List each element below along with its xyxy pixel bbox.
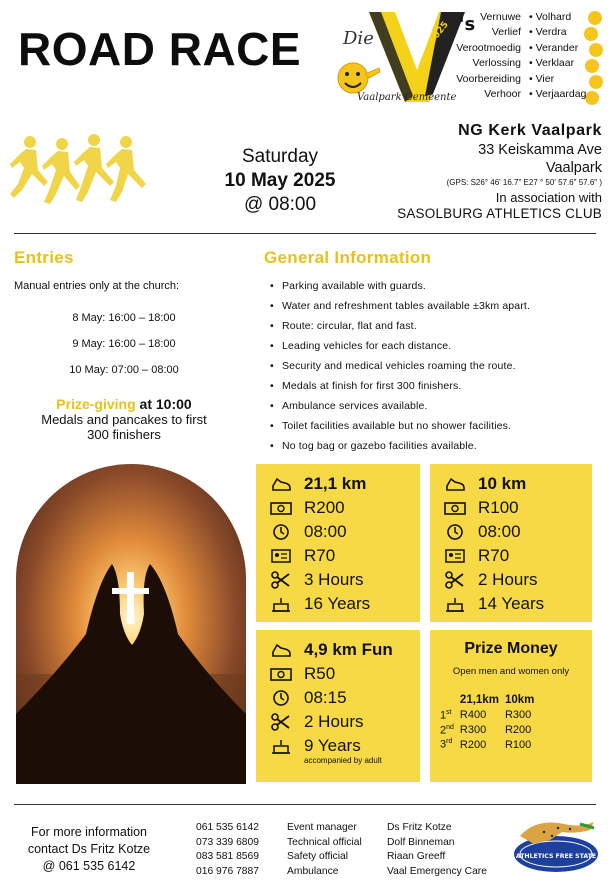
prize-money-card	[430, 630, 592, 782]
role: Safety official	[287, 851, 349, 863]
venue-block	[397, 122, 602, 221]
logo-apostrophe-s: 's	[459, 14, 476, 35]
runners-icon	[8, 128, 150, 218]
logo-word: Verlief	[491, 26, 521, 39]
list-item: • No tog bag or gazebo facilities available.	[264, 436, 604, 456]
list-item: • Parking available with guards.	[264, 276, 604, 296]
logo-word: Voorbereiding	[456, 72, 521, 85]
race-min-age: 9 Years	[304, 736, 361, 755]
venue-name: NG Kerk Vaalpark	[458, 122, 602, 139]
scissors-icon	[270, 570, 292, 590]
entry-time: 10 May: 07:00 – 08:00	[69, 364, 179, 376]
race-note: accompanied by adult	[304, 756, 382, 765]
event-day: Saturday	[241, 146, 319, 167]
race-min-age: 14 Years	[478, 594, 545, 613]
clock-icon	[444, 522, 466, 542]
church-logo	[333, 4, 603, 114]
prize-amount: R200	[504, 723, 532, 736]
clock-icon	[270, 688, 292, 708]
clock-icon	[270, 522, 292, 542]
race-min-age: 16 Years	[304, 594, 371, 613]
name-list	[387, 821, 487, 879]
prize-table	[440, 694, 540, 752]
logo-year: 2025	[427, 19, 451, 46]
divider	[14, 233, 596, 234]
logo-word: • Verklaar	[529, 56, 586, 71]
event-date	[200, 146, 360, 216]
association-text: In association with	[495, 190, 602, 205]
money-icon	[444, 498, 466, 518]
contact-name: Vaal Emergency Care	[387, 865, 487, 877]
race-distance: 4,9 km Fun	[304, 640, 393, 659]
entry-time: 8 May: 16:00 – 18:00	[72, 312, 176, 324]
race-start: 08:00	[478, 522, 521, 541]
venue-street: 33 Keiskamma Ave	[478, 142, 602, 158]
logo-right-words	[529, 10, 586, 102]
emoji-column	[584, 11, 603, 105]
list-item: • Medals at finish for first 300 finishers.	[264, 376, 604, 396]
entry-time: 9 May: 16:00 – 18:00	[72, 338, 176, 350]
race-start: 08:00	[304, 522, 347, 541]
logo-word: • Vier	[529, 72, 586, 87]
race-card-21km	[256, 464, 420, 622]
race-distance: 10 km	[478, 474, 527, 493]
entries-intro: Manual entries only at the church:	[14, 280, 180, 292]
prize-col-header: 21,1km	[459, 694, 499, 706]
contact-name: Ds Fritz Kotze	[387, 822, 452, 833]
hands-cross-photo	[16, 464, 246, 784]
contact-line: For more information	[30, 825, 147, 839]
event-time: @ 08:00	[243, 194, 317, 215]
money-icon	[270, 664, 292, 684]
cake-icon	[444, 594, 466, 614]
logo-word: Vernuwe	[480, 11, 521, 23]
prize-col-place	[440, 694, 460, 708]
phone-number: 061 535 6142	[196, 822, 259, 833]
entries-section	[14, 248, 234, 376]
table-row: 2nd R300 R200	[440, 723, 540, 738]
list-item: • Water and refreshment tables available ±3km apart.	[264, 296, 604, 316]
license-icon	[444, 546, 466, 566]
event-date-text: 10 May 2025	[224, 170, 336, 191]
shoe-icon	[270, 640, 292, 660]
logo-die: Die	[343, 28, 374, 49]
phone-list	[196, 821, 259, 879]
scissors-icon	[444, 570, 466, 590]
race-fee: R200	[304, 498, 345, 517]
cross-icon	[127, 572, 134, 624]
logo-caption: Vaalpark Gemeente	[357, 92, 457, 103]
race-cutoff: 2 Hours	[478, 570, 538, 589]
role: Technical official	[287, 836, 362, 848]
table-row: 3rd R200 R100	[440, 737, 540, 752]
logo-word: • Verjaardag	[529, 87, 586, 102]
license-icon	[270, 546, 292, 566]
logo-left-words	[429, 10, 521, 102]
phone-number: 016 976 7887	[196, 865, 259, 877]
smiley-pointing-icon	[338, 63, 368, 93]
list-item: • Leading vehicles for each distance.	[264, 336, 604, 356]
race-fee: R100	[478, 498, 519, 517]
prize-col-header: 10km	[504, 694, 535, 706]
prize-giving	[14, 396, 234, 442]
venue-suburb: Vaalpark	[545, 160, 602, 176]
prize-giving-line2: Medals and pancakes to first	[41, 412, 207, 427]
shoe-icon	[270, 474, 292, 494]
prize-money-subtitle: Open men and women only	[452, 666, 570, 677]
prize-amount: R300	[504, 709, 532, 722]
scissors-icon	[270, 712, 292, 732]
general-heading: General Information	[264, 248, 432, 267]
shoe-icon	[444, 474, 466, 494]
list-item: • Security and medical vehicles roaming the route.	[264, 356, 604, 376]
prize-amount: R200	[459, 738, 487, 751]
contact-name: Riaan Greeff	[387, 851, 446, 863]
prize-amount: R100	[504, 738, 532, 751]
logo-word: • Volhard	[529, 10, 586, 25]
race-start: 08:15	[304, 688, 347, 707]
race-cutoff: 3 Hours	[304, 570, 364, 589]
role-list	[287, 821, 362, 879]
role: Event manager	[287, 822, 357, 833]
contact-line: @ 061 535 6142	[42, 859, 136, 873]
race-card-fun-run	[256, 630, 420, 782]
prize-amount: R400	[459, 709, 487, 722]
contact-name: Dolf Binneman	[387, 836, 455, 848]
logo-word: • Verdra	[529, 25, 586, 40]
prize-giving-line3: 300 finishers	[87, 427, 161, 442]
race-fee: R50	[304, 664, 336, 683]
athletics-free-state-logo	[510, 814, 602, 876]
role: Ambulance	[287, 865, 339, 877]
phone-number: 073 339 6809	[196, 836, 259, 848]
entries-heading: Entries	[14, 248, 74, 267]
phone-number: 083 581 8569	[196, 851, 259, 863]
contact-info	[14, 824, 164, 875]
cake-icon	[270, 594, 292, 614]
prize-giving-label: Prize-giving	[56, 396, 136, 412]
photo-graphic	[16, 464, 246, 784]
divider	[14, 804, 596, 805]
table-row: 1st R400 R300	[440, 708, 540, 723]
race-distance: 21,1 km	[304, 474, 367, 493]
prize-giving-time: at 10:00	[135, 396, 192, 412]
club-name: SASOLBURG ATHLETICS CLUB	[397, 206, 602, 221]
race-temp-license: R70	[304, 546, 336, 565]
logo-word: • Verander	[529, 41, 586, 56]
general-list	[264, 276, 604, 456]
race-cutoff: 2 Hours	[304, 712, 364, 731]
logo-word: Verootmoedig	[456, 41, 521, 54]
race-temp-license: R70	[478, 546, 510, 565]
afs-logo-text: ATHLETICS FREE STATE	[515, 853, 597, 860]
list-item: • Route: circular, flat and fast.	[264, 316, 604, 336]
contact-line: contact Ds Fritz Kotze	[27, 842, 151, 856]
logo-word: Verhoor	[484, 88, 521, 101]
logo-word: Verlossing	[472, 57, 521, 70]
page-title: ROAD RACE	[18, 23, 302, 75]
list-item: • Toilet facilities available but no shower facilities.	[264, 416, 604, 436]
prize-money-title: Prize Money	[464, 640, 558, 657]
general-info-section	[264, 248, 604, 456]
venue-gps: (GPS: S26° 46' 16.7" E27 ° 50' 57.6" 57.6" )	[446, 178, 602, 187]
prize-amount: R300	[459, 723, 487, 736]
race-card-10km	[430, 464, 592, 622]
list-item: • Ambulance services available.	[264, 396, 604, 416]
money-icon	[270, 498, 292, 518]
cake-icon	[270, 736, 292, 756]
